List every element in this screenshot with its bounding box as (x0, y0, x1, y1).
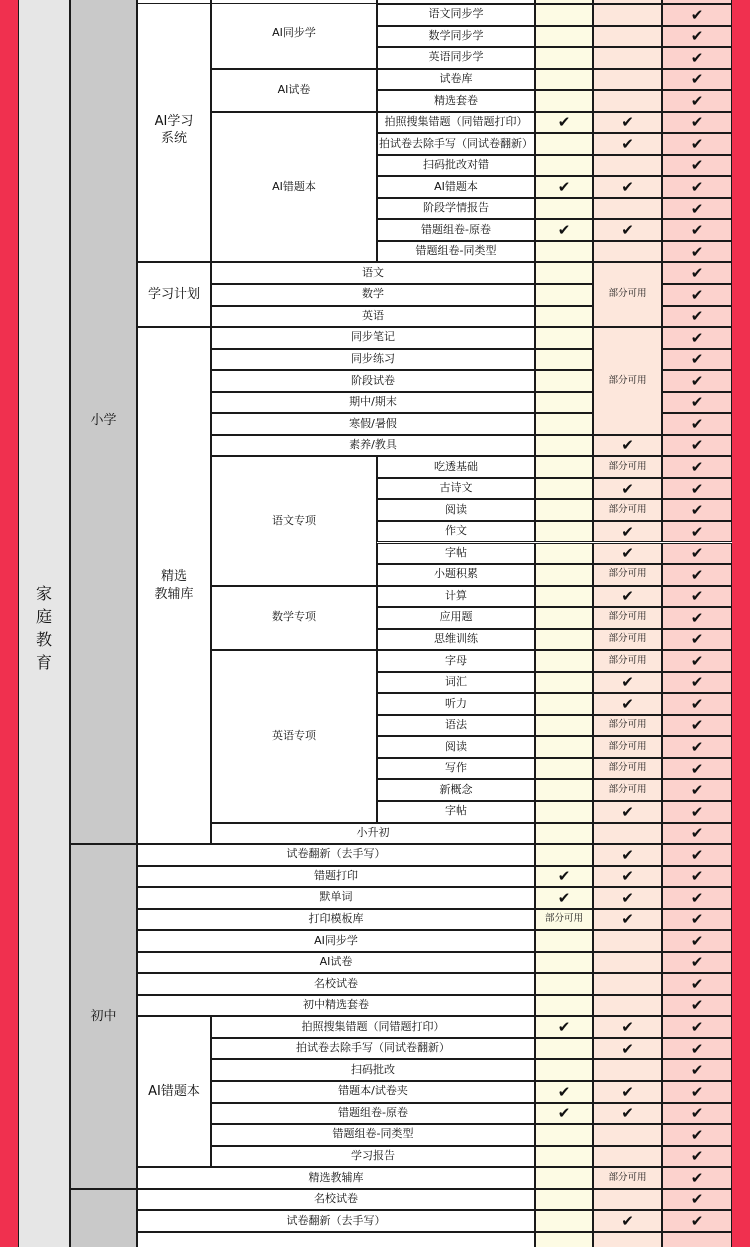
status-cell (535, 758, 593, 780)
subject-item: 吃透基础 (377, 456, 535, 478)
status-cell: ✔ (662, 133, 732, 155)
status-cell (535, 198, 593, 220)
subject-item: 小题积累 (377, 564, 535, 586)
status-cell: ✔ (662, 176, 732, 198)
status-cell: 部分可用 (593, 758, 662, 780)
status-cell (593, 69, 662, 91)
junior-item: 名校试卷 (137, 973, 535, 995)
status-cell: ✔ (662, 4, 732, 26)
status-cell: 部分可用 (535, 909, 593, 931)
library-last-item: 小升初 (211, 823, 535, 845)
status-cell: ✔ (662, 1016, 732, 1038)
status-cell: ✔ (662, 69, 732, 91)
top-stub-cell (593, 0, 662, 4)
ai-group-label: AI同步学 (211, 0, 377, 69)
status-cell: ✔ (662, 112, 732, 134)
subject-item: 写作 (377, 758, 535, 780)
status-cell (535, 715, 593, 737)
junior-ai-item: 错题组卷-原卷 (211, 1103, 535, 1125)
status-cell (535, 736, 593, 758)
status-cell (535, 779, 593, 801)
status-cell: ✔ (662, 586, 732, 608)
status-cell: ✔ (662, 1038, 732, 1060)
status-cell: 部分可用 (593, 564, 662, 586)
status-cell: ✔ (593, 543, 662, 565)
status-cell: ✔ (662, 327, 732, 349)
status-cell: ✔ (662, 1189, 732, 1211)
subject-item: 字帖 (377, 801, 535, 823)
status-cell: ✔ (593, 586, 662, 608)
grade-junior: 初中 (70, 844, 137, 1189)
feature-item: 语文同步学 (377, 4, 535, 26)
status-cell: ✔ (662, 736, 732, 758)
plan-item: 语文 (211, 262, 535, 284)
status-cell (593, 1146, 662, 1168)
status-cell (535, 543, 593, 565)
status-cell: ✔ (593, 112, 662, 134)
status-cell: ✔ (662, 26, 732, 48)
status-cell: ✔ (662, 693, 732, 715)
status-cell (535, 69, 593, 91)
status-cell (535, 306, 593, 328)
status-cell: ✔ (593, 1103, 662, 1125)
junior-ai-item: 学习报告 (211, 1146, 535, 1168)
junior-last-item: 精选教辅库 (137, 1167, 535, 1189)
status-cell (593, 1059, 662, 1081)
status-cell: 部分可用 (593, 779, 662, 801)
status-cell (593, 4, 662, 26)
junior-item: 初中精选套卷 (137, 995, 535, 1017)
status-cell: ✔ (593, 1016, 662, 1038)
status-cell: ✔ (593, 801, 662, 823)
junior-item: 试卷翻新（去手写） (137, 844, 535, 866)
feature-item: 英语同步学 (377, 47, 535, 69)
status-cell: ✔ (662, 823, 732, 845)
status-cell: ✔ (662, 779, 732, 801)
feature-item: AI错题本 (377, 176, 535, 198)
status-cell (535, 1167, 593, 1189)
status-cell (535, 370, 593, 392)
next-stub-row (137, 1232, 535, 1247)
next-item: 试卷翻新（去手写） (137, 1210, 535, 1232)
status-cell (535, 607, 593, 629)
status-cell: ✔ (662, 90, 732, 112)
status-cell: ✔ (662, 219, 732, 241)
library-item: 阶段试卷 (211, 370, 535, 392)
subject-item: 阅读 (377, 736, 535, 758)
junior-item: 打印模板库 (137, 909, 535, 931)
next-item: 名校试卷 (137, 1189, 535, 1211)
status-cell (535, 1146, 593, 1168)
status-cell: ✔ (593, 693, 662, 715)
subject-item: 新概念 (377, 779, 535, 801)
status-cell: ✔ (662, 995, 732, 1017)
top-stub-cell (377, 0, 535, 4)
status-cell (535, 1038, 593, 1060)
junior-ai-label: AI错题本 (137, 1016, 211, 1167)
subject-group-label: 英语专项 (211, 650, 377, 822)
status-cell (593, 995, 662, 1017)
status-cell (535, 133, 593, 155)
status-cell: 部分可用 (593, 499, 662, 521)
grade-primary: 小学 (70, 0, 137, 844)
status-cell: 部分可用 (593, 650, 662, 672)
subject-item: 作文 (377, 521, 535, 543)
status-cell-stub (593, 1232, 662, 1247)
subject-item: 古诗文 (377, 478, 535, 500)
status-cell: ✔ (662, 392, 732, 414)
junior-item: AI试卷 (137, 952, 535, 974)
status-cell (535, 392, 593, 414)
status-cell: ✔ (662, 607, 732, 629)
status-cell (593, 155, 662, 177)
feature-item: 数学同步学 (377, 26, 535, 48)
status-cell: ✔ (593, 133, 662, 155)
status-cell (535, 456, 593, 478)
library-item: 同步笔记 (211, 327, 535, 349)
feature-item: 精选套卷 (377, 90, 535, 112)
status-cell: ✔ (593, 909, 662, 931)
library-item: 期中/期末 (211, 392, 535, 414)
library-item: 素养/教具 (211, 435, 535, 457)
status-cell: ✔ (593, 866, 662, 888)
status-cell (593, 241, 662, 263)
subject-item: 语法 (377, 715, 535, 737)
feature-item: 扫码批改对错 (377, 155, 535, 177)
status-cell: ✔ (662, 909, 732, 931)
status-cell (535, 650, 593, 672)
status-cell (535, 47, 593, 69)
status-cell: ✔ (662, 543, 732, 565)
subject-item: 听力 (377, 693, 535, 715)
status-cell (535, 693, 593, 715)
junior-ai-item: 错题本/试卷夹 (211, 1081, 535, 1103)
status-cell (535, 241, 593, 263)
ai-system-label: AI学习 系统 (137, 0, 211, 262)
status-cell: ✔ (662, 262, 732, 284)
status-cell-stub (535, 1232, 593, 1247)
status-cell: ✔ (662, 241, 732, 263)
status-cell: ✔ (662, 1146, 732, 1168)
status-cell (535, 629, 593, 651)
status-cell (593, 930, 662, 952)
status-cell: ✔ (593, 844, 662, 866)
status-cell (535, 90, 593, 112)
subject-item: 阅读 (377, 499, 535, 521)
status-cell: ✔ (662, 198, 732, 220)
ai-group-label: AI错题本 (211, 112, 377, 263)
right-frame-border (732, 0, 750, 1247)
status-cell: 部分可用 (593, 607, 662, 629)
junior-ai-item: 错题组卷-同类型 (211, 1124, 535, 1146)
status-cell: ✔ (662, 1167, 732, 1189)
status-cell (535, 973, 593, 995)
status-cell: ✔ (535, 866, 593, 888)
status-cell: ✔ (662, 866, 732, 888)
status-cell (535, 844, 593, 866)
status-cell: ✔ (535, 112, 593, 134)
status-cell: ✔ (662, 801, 732, 823)
status-cell (593, 952, 662, 974)
status-cell: ✔ (662, 155, 732, 177)
status-cell: ✔ (593, 219, 662, 241)
status-cell: ✔ (593, 1210, 662, 1232)
status-cell (535, 349, 593, 371)
status-cell (535, 995, 593, 1017)
status-cell: ✔ (662, 930, 732, 952)
status-cell: ✔ (662, 1210, 732, 1232)
status-cell: ✔ (593, 435, 662, 457)
status-cell (535, 499, 593, 521)
junior-item: AI同步学 (137, 930, 535, 952)
status-cell (535, 521, 593, 543)
status-cell: ✔ (662, 1081, 732, 1103)
status-cell: 部分可用 (593, 456, 662, 478)
library-label: 精选 教辅库 (137, 327, 211, 844)
status-cell (535, 1189, 593, 1211)
status-cell (593, 90, 662, 112)
status-cell (535, 823, 593, 845)
status-cell: ✔ (535, 887, 593, 909)
status-cell: ✔ (535, 1103, 593, 1125)
status-cell: ✔ (593, 672, 662, 694)
status-cell: ✔ (662, 887, 732, 909)
status-cell: 部分可用 (593, 1167, 662, 1189)
status-cell: ✔ (593, 521, 662, 543)
status-cell (535, 262, 593, 284)
status-cell: ✔ (593, 1038, 662, 1060)
subject-item: 思维训练 (377, 629, 535, 651)
plan-item: 英语 (211, 306, 535, 328)
status-cell: ✔ (662, 715, 732, 737)
status-cell: ✔ (535, 1016, 593, 1038)
status-cell (593, 26, 662, 48)
status-cell (535, 1210, 593, 1232)
status-cell: ✔ (662, 284, 732, 306)
status-cell (535, 1059, 593, 1081)
status-cell (535, 4, 593, 26)
status-cell: ✔ (593, 887, 662, 909)
status-cell: ✔ (662, 499, 732, 521)
junior-ai-item: 拍试卷去除手写（同试卷翻新） (211, 1038, 535, 1060)
status-cell: ✔ (662, 435, 732, 457)
plan-partial-cell: 部分可用 (593, 262, 662, 327)
status-cell (593, 1189, 662, 1211)
plan-item: 数学 (211, 284, 535, 306)
subject-group-label: 语文专项 (211, 456, 377, 585)
status-cell (535, 327, 593, 349)
feature-item: 拍试卷去除手写（同试卷翻新） (377, 133, 535, 155)
status-cell: ✔ (662, 650, 732, 672)
status-cell (535, 801, 593, 823)
library-partial-cell: 部分可用 (593, 327, 662, 435)
feature-item: 拍照搜集错题（同错题打印） (377, 112, 535, 134)
status-cell: ✔ (662, 672, 732, 694)
subject-item: 应用题 (377, 607, 535, 629)
library-item: 同步练习 (211, 349, 535, 371)
status-cell: 部分可用 (593, 715, 662, 737)
status-cell (593, 198, 662, 220)
status-cell: ✔ (662, 478, 732, 500)
feature-item: 试卷库 (377, 69, 535, 91)
status-cell: ✔ (535, 176, 593, 198)
status-cell (535, 155, 593, 177)
status-cell (535, 1124, 593, 1146)
status-cell (535, 413, 593, 435)
junior-item: 错题打印 (137, 866, 535, 888)
status-cell: ✔ (662, 456, 732, 478)
status-cell (535, 930, 593, 952)
status-cell (535, 564, 593, 586)
junior-item: 默单词 (137, 887, 535, 909)
junior-ai-item: 拍照搜集错题（同错题打印） (211, 1016, 535, 1038)
library-item: 寒假/暑假 (211, 413, 535, 435)
status-cell: ✔ (593, 176, 662, 198)
subject-group-label: 数学专项 (211, 586, 377, 651)
feature-item: 错题组卷-原卷 (377, 219, 535, 241)
junior-ai-item: 扫码批改 (211, 1059, 535, 1081)
status-cell: ✔ (662, 1103, 732, 1125)
status-cell: ✔ (662, 973, 732, 995)
subject-item: 字母 (377, 650, 535, 672)
status-cell: 部分可用 (593, 736, 662, 758)
status-cell: ✔ (662, 413, 732, 435)
status-cell (535, 435, 593, 457)
status-cell: ✔ (535, 219, 593, 241)
status-cell: ✔ (662, 521, 732, 543)
subject-item: 词汇 (377, 672, 535, 694)
status-cell: ✔ (593, 478, 662, 500)
grade-next (70, 1189, 137, 1247)
left-frame-border (0, 0, 18, 1247)
feature-item: 阶段学情报告 (377, 198, 535, 220)
status-cell (535, 952, 593, 974)
status-cell: ✔ (662, 47, 732, 69)
status-cell: ✔ (662, 758, 732, 780)
status-cell: ✔ (662, 564, 732, 586)
status-cell: 部分可用 (593, 629, 662, 651)
status-cell (535, 26, 593, 48)
status-cell (593, 823, 662, 845)
plan-label: 学习计划 (137, 262, 211, 327)
status-cell (535, 586, 593, 608)
status-cell (535, 284, 593, 306)
subject-item: 字帖 (377, 543, 535, 565)
top-stub-cell (662, 0, 732, 4)
status-cell: ✔ (662, 370, 732, 392)
ai-group-label: AI试卷 (211, 69, 377, 112)
status-cell (593, 973, 662, 995)
status-cell: ✔ (535, 1081, 593, 1103)
section-label: 家 庭 教 育 (18, 0, 70, 1247)
status-cell: ✔ (662, 349, 732, 371)
status-cell: ✔ (662, 952, 732, 974)
status-cell: ✔ (593, 1081, 662, 1103)
subject-item: 计算 (377, 586, 535, 608)
status-cell: ✔ (662, 1059, 732, 1081)
feature-item: 错题组卷-同类型 (377, 241, 535, 263)
status-cell-stub (662, 1232, 732, 1247)
status-cell (535, 672, 593, 694)
status-cell: ✔ (662, 1124, 732, 1146)
status-cell: ✔ (662, 844, 732, 866)
top-stub-cell (535, 0, 593, 4)
status-cell (593, 47, 662, 69)
status-cell (535, 478, 593, 500)
status-cell (593, 1124, 662, 1146)
status-cell: ✔ (662, 306, 732, 328)
status-cell: ✔ (662, 629, 732, 651)
